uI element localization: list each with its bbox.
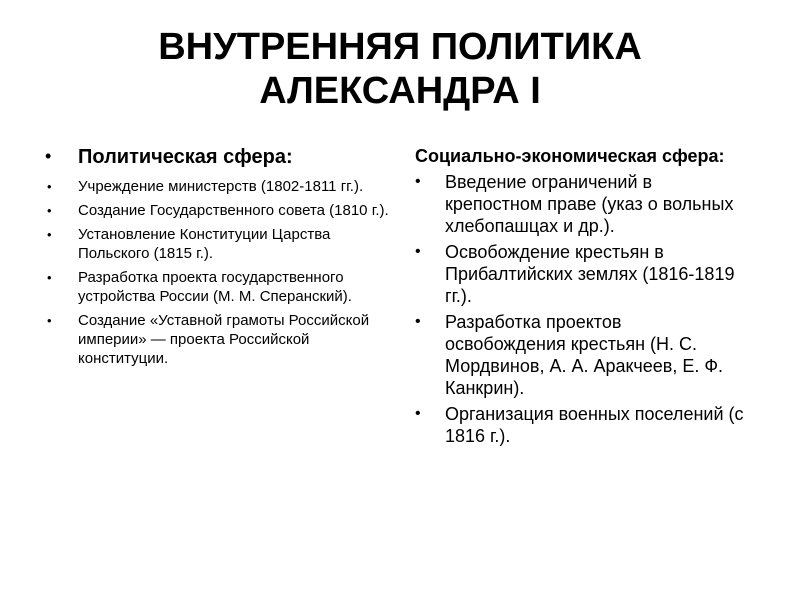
list-item-text: Введение ограничений в крепостном праве (указ о вольных хлебопашцах и др.). — [445, 172, 734, 236]
list-item-text: Учреждение министерств (1802-1811 гг.). — [78, 178, 364, 195]
socio-economic-sphere-heading: Социально-экономическая сфера: — [415, 146, 725, 166]
list-item — [415, 311, 745, 399]
bullet-icon: • — [47, 179, 52, 194]
list-item-text: Создание Государственного совета (1810 г.). — [78, 202, 389, 219]
list-item — [45, 201, 400, 220]
bullet-icon: • — [415, 243, 421, 260]
list-item — [45, 225, 400, 263]
political-sphere-heading: Политическая сфера: — [78, 146, 293, 168]
bullet-icon: • — [415, 405, 421, 422]
list-item — [45, 177, 400, 196]
political-sphere-column — [45, 145, 400, 373]
list-item — [415, 171, 745, 237]
slide-title-line-2: АЛЕКСАНДРА I — [259, 70, 541, 112]
political-sphere-heading-row — [45, 145, 400, 169]
socio-economic-sphere-column — [415, 145, 745, 451]
list-item-text: Организация военных поселений (с 1816 г.). — [445, 404, 744, 446]
slide-title-line-1: ВНУТРЕННЯЯ ПОЛИТИКА — [158, 26, 642, 68]
list-item — [415, 241, 745, 307]
bullet-icon: • — [415, 313, 421, 330]
bullet-icon: • — [47, 203, 52, 218]
list-item-text: Разработка проектов освобождения крестьян (Н. С. Мордвинов, А. А. Аракчеев, Е. Ф. Канкрин). — [445, 312, 724, 398]
bullet-icon: • — [47, 227, 52, 242]
bullet-icon: • — [47, 313, 52, 328]
list-item — [45, 268, 400, 306]
list-item-text: Разработка проекта государственного устройства России (М. М. Сперанский). — [78, 269, 352, 305]
bullet-icon: • — [415, 173, 421, 190]
slide-title — [0, 25, 800, 113]
list-item-text: Установление Конституции Царства Польского (1815 г.). — [78, 226, 331, 262]
list-item — [415, 403, 745, 447]
bullet-icon: • — [47, 270, 52, 285]
list-item-text: Создание «Уставной грамоты Российской империи» — проекта Российской конституции. — [78, 312, 370, 367]
bullet-icon: • — [45, 146, 52, 166]
political-sphere-list — [45, 177, 400, 368]
list-item — [45, 311, 400, 368]
socio-economic-sphere-list — [415, 171, 745, 447]
list-item-text: Освобождение крестьян в Прибалтийских землях (1816-1819 гг.). — [445, 242, 735, 306]
